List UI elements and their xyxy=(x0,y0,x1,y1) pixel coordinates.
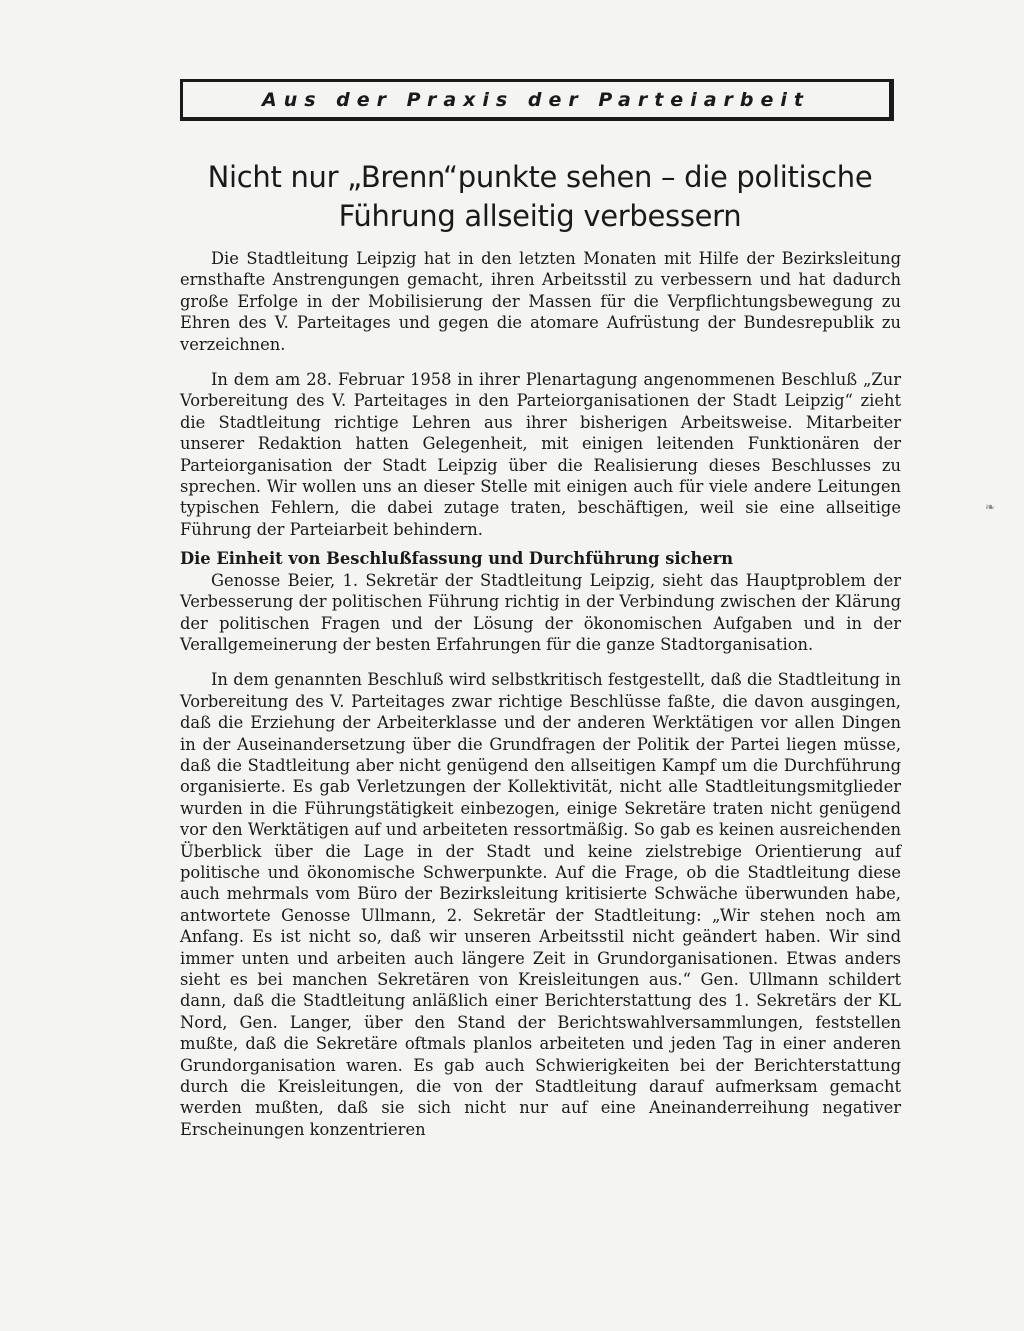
margin-mark: ❧ xyxy=(985,500,996,514)
paragraph: In dem am 28. Februar 1958 in ihrer Plenartagung angenommenen Beschluß „Zur Vorbereitung des V. Parteitages in den Parteiorganisationen der Stadt Leipzig“ zieht die Stadtleitung richtige Lehren aus ihrer bisherigen Arbeitsweise. Mitarbeiter unserer Redaktion hatten Gelegenheit, mit einigen leitenden Funktionären der Parteiorganisation der Stadt Leipzig über die Realisierung dieses Beschlusses zu sprechen. Wir wollen uns an dieser Stelle mit einigen auch für viele andere Leitungen typischen Fehlern, die dabei zutage traten, beschäftigen, weil sie eine allseitige Führung der Parteiarbeit behindern. xyxy=(180,370,901,539)
article-headline: Nicht nur „Brenn“punkte sehen – die politische Führung allseitig verbessern xyxy=(207,160,873,233)
paragraph: Die Stadtleitung Leipzig hat in den letzten Monaten mit Hilfe der Bezirksleitung ernsthafte Anstrengungen gemacht, ihren Arbeitsstil zu verbessern und hat dadurch große Erfolge in der Mobilisierung der Massen für die Verpflichtungsbewegung zu Ehren des V. Parteitages und gegen die atomare Aufrüstung der Bundesrepublik zu verzeichnen. xyxy=(180,249,901,354)
paragraph: In dem genannten Beschluß wird selbstkritisch festgestellt, daß die Stadtleitung in Vorbereitung des V. Parteitages zwar richtige Beschlüsse faßte, die davon ausgingen, daß die Erziehung der Arbeiterklasse und der anderen Werktätigen vor allen Dingen in der Auseinandersetzung über die Grundfragen der Politik der Partei liegen müsse, daß die Stadtleitung aber nicht genügend den allseitigen Kampf um die Durchführung organisierte. Es gab Verletzungen der Kollektivität, nicht alle Stadtleitungsmitglieder wurden in die Führungstätigkeit einbezogen, einige Sekretäre traten nicht genügend vor den Werktätigen auf und arbeiteten ressortmäßig. So gab es keinen ausreichenden Überblick über die Lage in der Stadt und keine zielstrebige Orientierung auf politische und ökonomische Schwerpunkte. Auf die Frage, ob die Stadtleitung diese auch mehrmals vom Büro der Bezirksleitung kritisierte Schwäche überwunden habe, antwortete Genosse Ullmann, 2. Sekretär der Stadtleitung: „Wir stehen noch am Anfang. Es ist nicht so, daß wir unseren Arbeitsstil nicht geändert haben. Wir sind immer unten und arbeiten auch längere Zeit in Grundorganisationen. Etwas anders sieht es bei manchen Sekretären von Kreisleitungen aus.“ Gen. Ullmann schildert dann, daß die Stadtleitung anläßlich einer Berichterstattung des 1. Sekretärs der KL Nord, Gen. Langer, über den Stand der Berichtswahlversammlungen, feststellen mußte, daß die Sekretäre oftmals planlos arbeiteten und jeden Tag in einer anderen Grundorganisation waren. Es gab auch Schwierigkeiten bei der Berichterstattung durch die Kreisleitungen, die von der Stadtleitung darauf aufmerksam gemacht werden mußten, daß sie sich nicht nur auf eine Aneinanderreihung negativer Erscheinungen konzentrieren xyxy=(180,670,901,1139)
paragraph: Genosse Beier, 1. Sekretär der Stadtleitung Leipzig, sieht das Hauptproblem der Verbesserung der politischen Führung richtig in der Verbindung zwischen der Klärung der politischen Fragen und der Lösung der ökonomischen Aufgaben und in der Verallgemeinerung der besten Erfahrungen für die ganze Stadtorganisation. xyxy=(180,570,901,654)
subheading: Die Einheit von Beschlußfassung und Durchführung sichern xyxy=(180,549,734,569)
article-body xyxy=(180,248,901,1140)
section-header-box xyxy=(180,79,894,121)
section-header: Aus der Praxis der Parteiarbeit xyxy=(262,88,810,111)
